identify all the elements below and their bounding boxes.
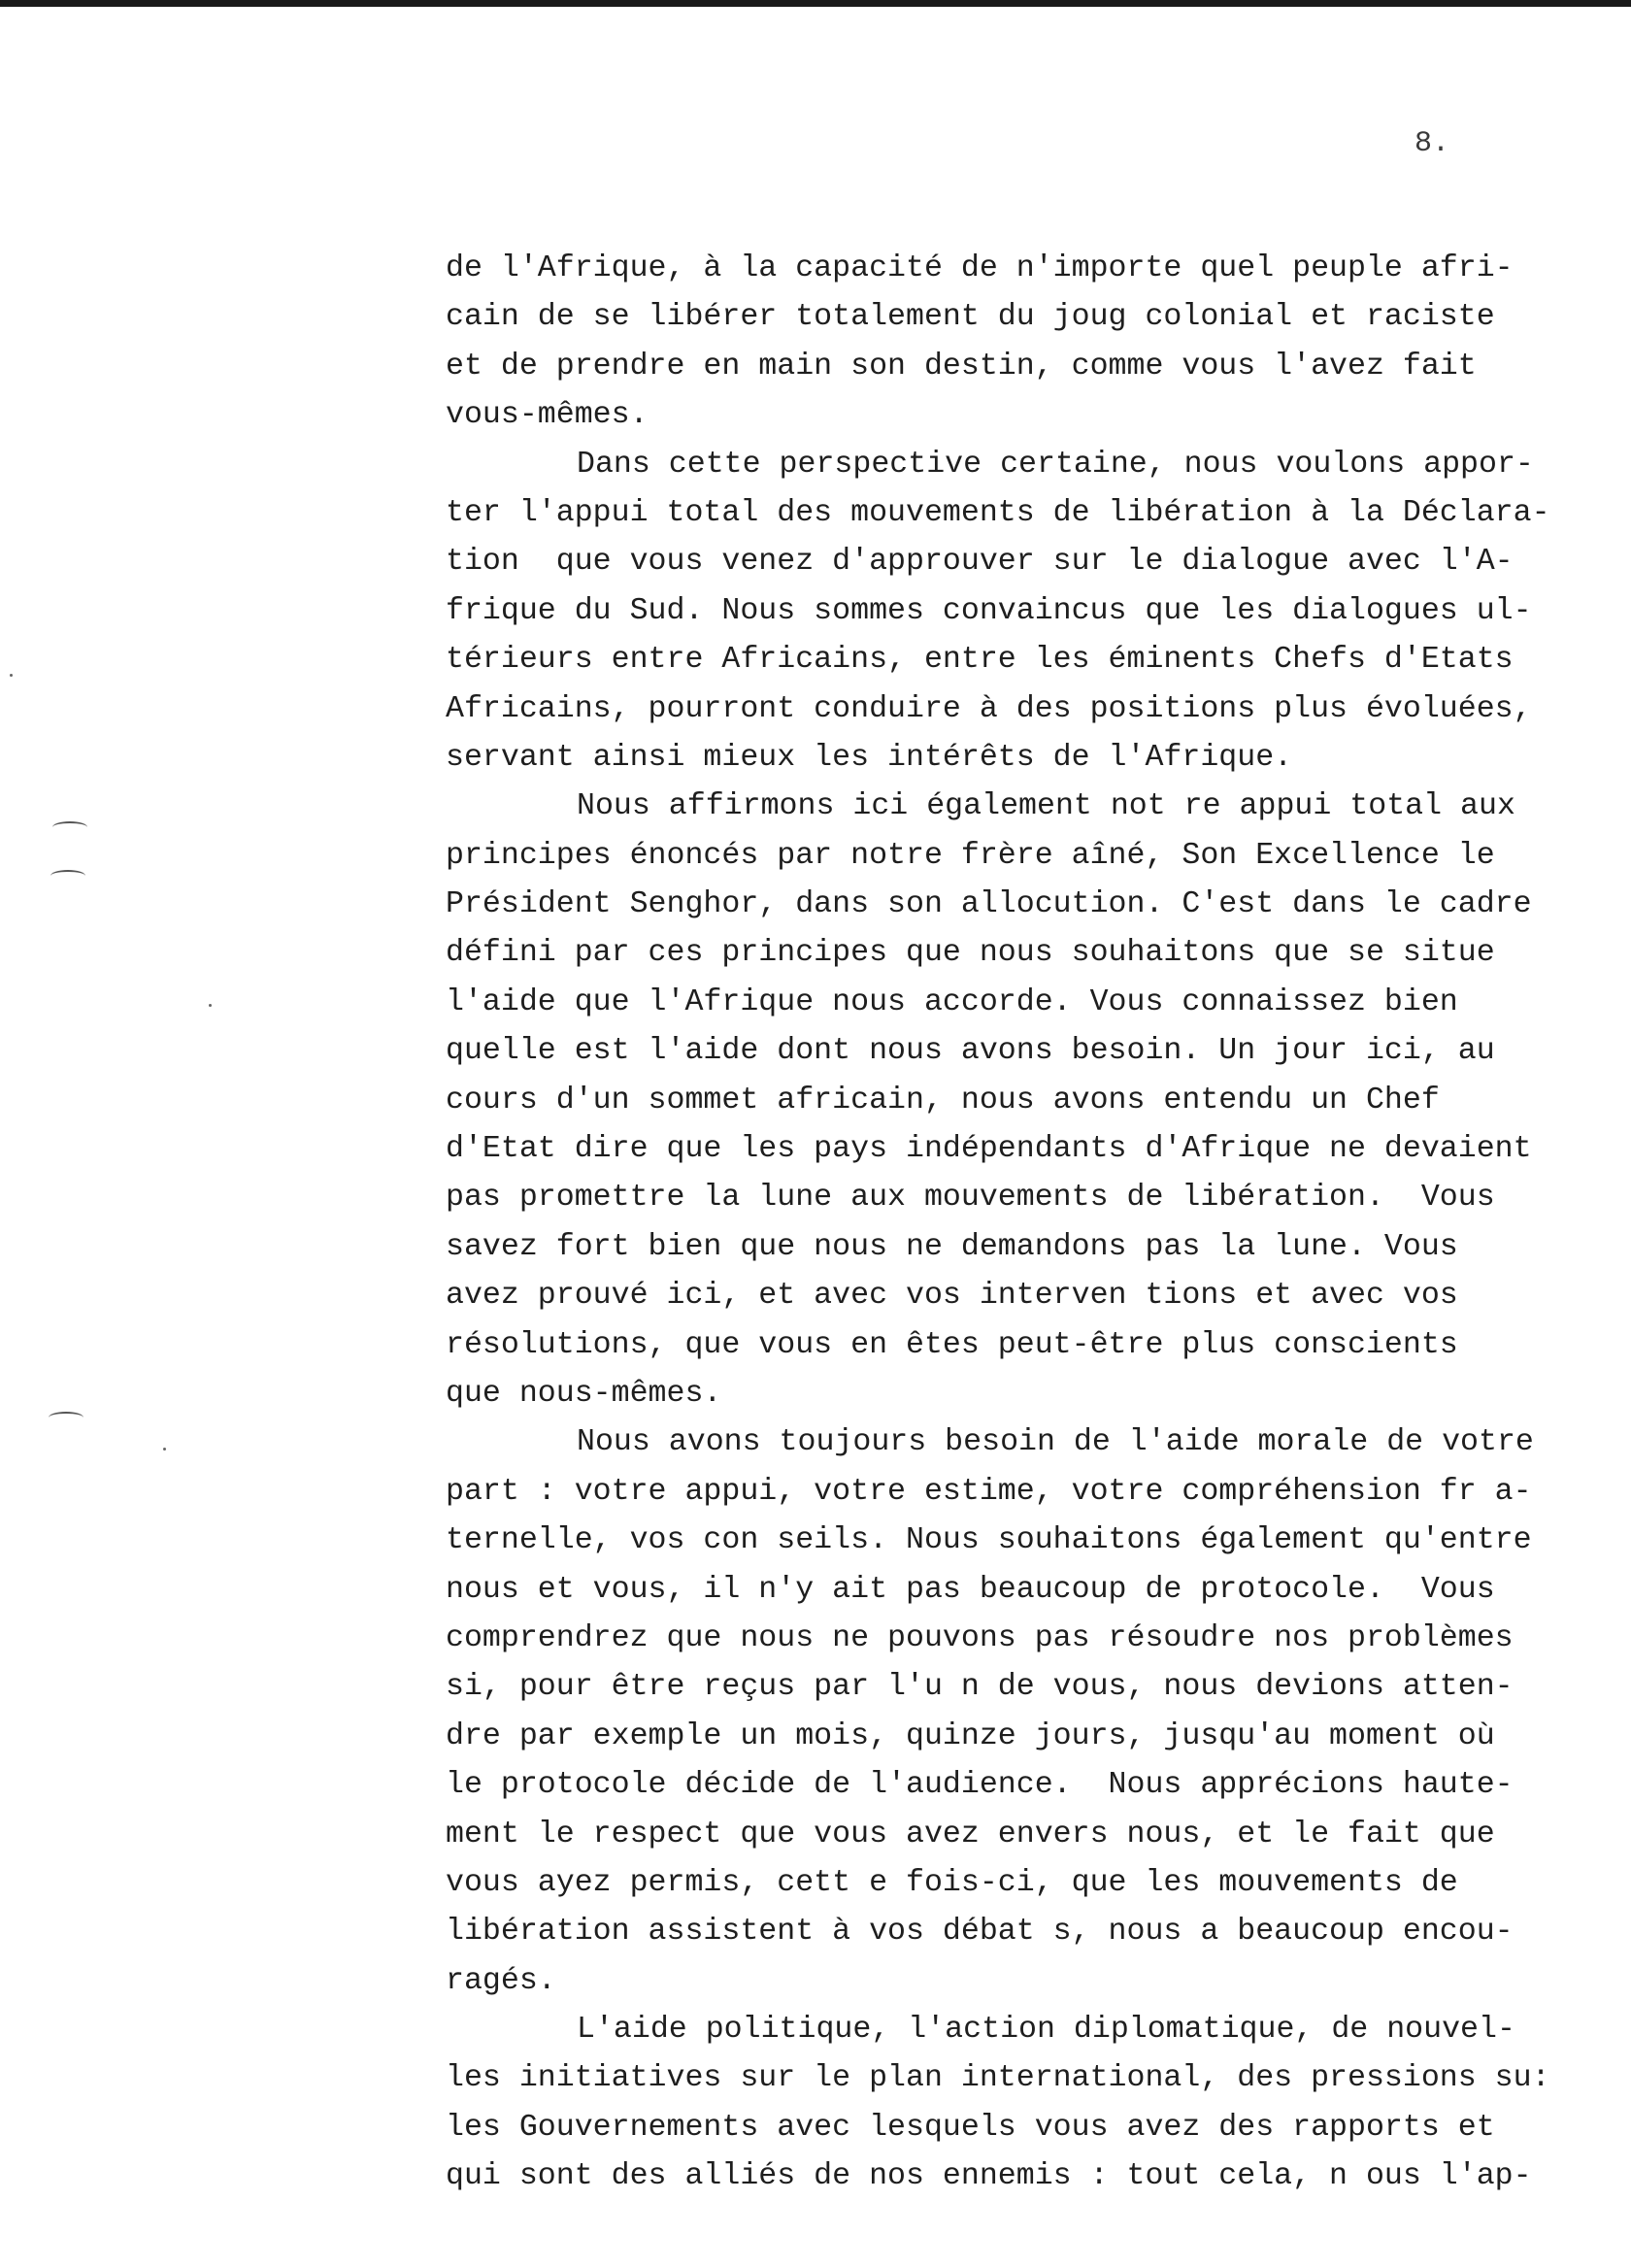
text-line: Africains, pourront conduire à des positions plus évoluées, bbox=[446, 691, 1532, 726]
margin-mark bbox=[52, 821, 87, 833]
text-line: cours d'un sommet africain, nous avons entendu un Chef bbox=[446, 1083, 1440, 1117]
text-line: dre par exemple un mois, quinze jours, jusqu'au moment où bbox=[446, 1718, 1495, 1753]
paper-speck bbox=[209, 1004, 212, 1007]
text-line: et de prendre en main son destin, comme vous l'avez fait bbox=[446, 349, 1477, 384]
text-line: comprendrez que nous ne pouvons pas résoudre nos problèmes bbox=[446, 1620, 1514, 1655]
document-body bbox=[446, 245, 1591, 2202]
text-line: résolutions, que vous en êtes peut-être plus conscients bbox=[446, 1327, 1458, 1362]
text-line: d'Etat dire que les pays indépendants d'Afrique ne devaient bbox=[446, 1132, 1532, 1167]
text-line: les Gouvernements avec lesquels vous avez des rapports et bbox=[446, 2110, 1495, 2145]
paragraph-first-line: L'aide politique, l'action diplomatique, de nouvel- bbox=[577, 2013, 1515, 2048]
text-line: vous-mêmes. bbox=[446, 398, 649, 433]
text-line: défini par ces principes que nous souhaitons que se situe bbox=[446, 936, 1495, 971]
paragraph-first-line: Nous affirmons ici également not re appui total aux bbox=[577, 789, 1515, 824]
text-line: principes énoncés par notre frère aîné, Son Excellence le bbox=[446, 838, 1495, 873]
text-line: cain de se libérer totalement du joug colonial et raciste bbox=[446, 300, 1495, 335]
text-line: l'aide que l'Afrique nous accorde. Vous connaissez bien bbox=[446, 984, 1458, 1019]
paragraph-first-line: Dans cette perspective certaine, nous voulons appor- bbox=[577, 447, 1534, 482]
page-number: 8. bbox=[1415, 127, 1450, 160]
text-line: avez prouvé ici, et avec vos interven tions et avec vos bbox=[446, 1279, 1458, 1314]
margin-mark bbox=[49, 1412, 83, 1423]
paragraph-first-line: Nous avons toujours besoin de l'aide morale de votre bbox=[577, 1425, 1534, 1460]
text-line: part : votre appui, votre estime, votre compréhension fr a- bbox=[446, 1474, 1532, 1509]
text-line: frique du Sud. Nous sommes convaincus que les dialogues ul- bbox=[446, 593, 1532, 628]
text-line: le protocole décide de l'audience. Nous apprécions haute- bbox=[446, 1768, 1514, 1803]
text-line: les initiatives sur le plan international, des pressions su: bbox=[446, 2061, 1550, 2096]
text-line: ter l'appui total des mouvements de libération à la Déclara- bbox=[446, 495, 1550, 530]
text-line: tion que vous venez d'approuver sur le dialogue avec l'A- bbox=[446, 545, 1514, 580]
paper-speck bbox=[10, 674, 13, 677]
text-line: ternelle, vos con seils. Nous souhaitons également qu'entre bbox=[446, 1523, 1532, 1558]
text-line: que nous-mêmes. bbox=[446, 1376, 722, 1411]
top-border-rule bbox=[0, 0, 1631, 7]
text-line: ment le respect que vous avez envers nous, et le fait que bbox=[446, 1817, 1495, 1851]
text-line: vous ayez permis, cett e fois-ci, que les mouvements de bbox=[446, 1865, 1458, 1900]
text-line: quelle est l'aide dont nous avons besoin. Un jour ici, au bbox=[446, 1034, 1495, 1069]
text-line: de l'Afrique, à la capacité de n'importe quel peuple afri- bbox=[446, 251, 1514, 285]
text-line: libération assistent à vos débat s, nous a beaucoup encou- bbox=[446, 1915, 1514, 1950]
text-line: Président Senghor, dans son allocution. C'est dans le cadre bbox=[446, 887, 1532, 922]
text-line: servant ainsi mieux les intérêts de l'Afrique. bbox=[446, 740, 1293, 775]
margin-mark bbox=[50, 870, 85, 882]
text-line: si, pour être reçus par l'u n de vous, nous devions atten- bbox=[446, 1670, 1514, 1705]
text-line: pas promettre la lune aux mouvements de libération. Vous bbox=[446, 1181, 1495, 1216]
text-line: savez fort bien que nous ne demandons pas la lune. Vous bbox=[446, 1229, 1458, 1264]
text-line: ragés. bbox=[446, 1963, 556, 1998]
text-line: qui sont des alliés de nos ennemis : tout cela, n ous l'ap- bbox=[446, 2159, 1532, 2194]
paper-speck bbox=[163, 1448, 166, 1451]
text-line: térieurs entre Africains, entre les éminents Chefs d'Etats bbox=[446, 643, 1514, 678]
text-line: nous et vous, il n'y ait pas beaucoup de protocole. Vous bbox=[446, 1572, 1495, 1607]
